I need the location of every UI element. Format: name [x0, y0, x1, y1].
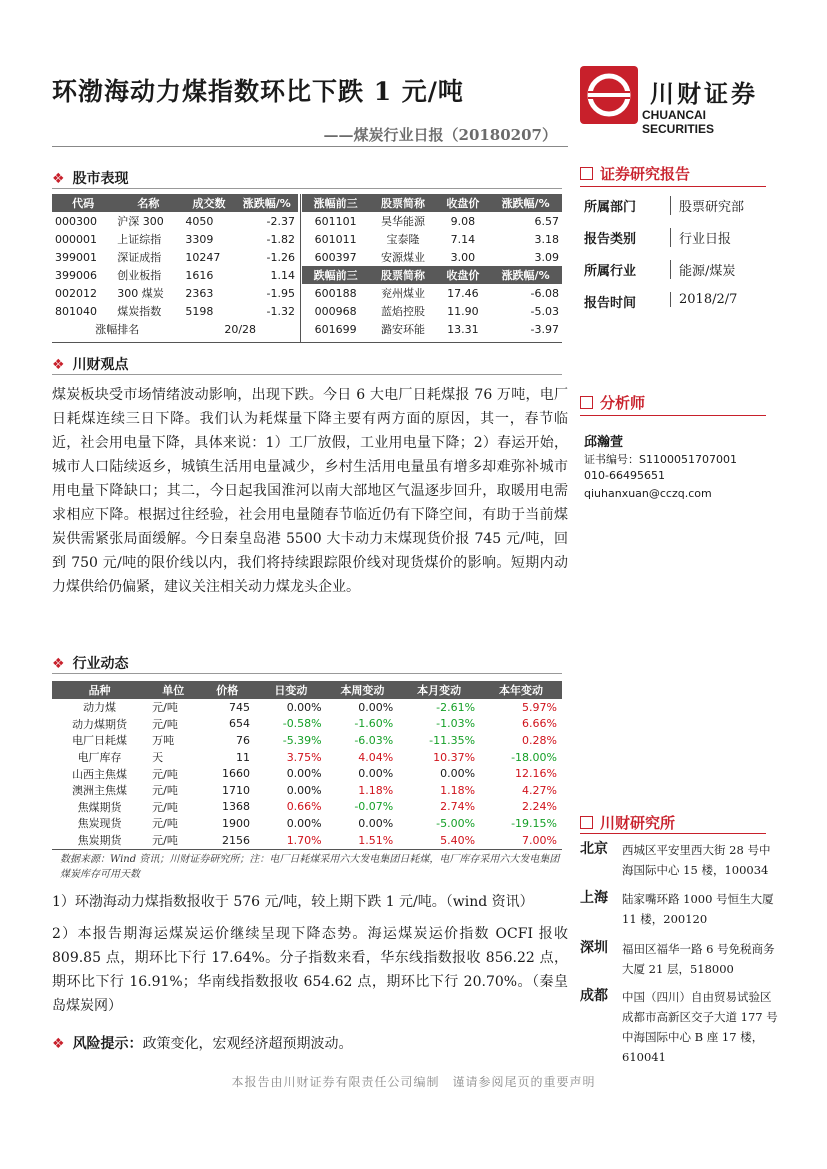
table-cell: 1900 — [222, 816, 251, 830]
analyst-email: qiuhanxuan@cczq.com — [584, 487, 712, 500]
table-cell: 0.00% — [358, 700, 394, 714]
table-row — [52, 782, 562, 799]
analyst-heading: 分析师 — [580, 392, 645, 413]
table-cell: -0.58% — [282, 717, 322, 731]
table-cell: -1.03% — [436, 717, 476, 731]
office-city: 成都 — [580, 988, 608, 1004]
diamond-bullet-icon: ❖ — [52, 1036, 65, 1052]
table-cell: 3.18 — [534, 232, 559, 246]
column-header: 本月变动 — [398, 681, 480, 699]
analyst-name: 邱瀚萱 — [584, 435, 624, 450]
market-heading: ❖ 股市表现 — [52, 171, 129, 187]
analyst-cert: 证书编号：S1100051707001 — [584, 453, 737, 466]
table-cell: 1.18% — [440, 783, 476, 797]
table-cell: 1710 — [222, 783, 251, 797]
table-cell: 0.28% — [522, 733, 557, 747]
table-row — [52, 716, 562, 733]
table-cell: 300 煤炭 — [117, 287, 164, 300]
page-footer: 本报告由川财证券有限责任公司编制 谨请参阅尾页的重要声明 — [231, 1075, 596, 1089]
table-cell: 元/吨 — [152, 800, 178, 814]
company-logo — [580, 66, 780, 136]
column-header: 本周变动 — [327, 681, 399, 699]
table-cell: 17.46 — [447, 286, 479, 300]
info-value: 能源/煤炭 — [670, 260, 735, 279]
table-cell: 0.00% — [286, 700, 322, 714]
table-cell: -18.00% — [511, 750, 557, 764]
report-type-heading: 证券研究报告 — [580, 163, 690, 184]
office-address: 陆家嘴环路 1000 号恒生大厦 11 楼，200120 — [622, 892, 774, 926]
column-header: 涨跌幅/% — [489, 266, 562, 284]
table-cell: 3309 — [185, 232, 214, 246]
table-cell: 0.00% — [440, 767, 476, 781]
column-header: 股票简称 — [369, 266, 436, 284]
diamond-bullet-icon: ❖ — [52, 656, 65, 672]
table-cell: 元/吨 — [152, 767, 178, 781]
column-header: 涨跌幅/% — [236, 194, 298, 212]
column-header: 涨跌幅/% — [489, 194, 562, 212]
office-city: 北京 — [580, 841, 608, 857]
index-performance-table — [52, 194, 298, 338]
table-cell: 7.00% — [522, 833, 557, 847]
table-cell: 2.24% — [522, 800, 557, 814]
table-row — [52, 765, 562, 782]
table-cell: -0.07% — [354, 800, 394, 814]
table-cell: 10247 — [185, 250, 221, 264]
sidebar-divider — [580, 833, 766, 834]
table-cell: 601101 — [314, 214, 357, 228]
table-row — [52, 815, 562, 832]
table-row — [52, 248, 298, 266]
table-cell: 0.66% — [286, 800, 322, 814]
table-cell: 600397 — [314, 250, 357, 264]
square-bullet-icon — [580, 167, 593, 180]
table-cell: 宝泰隆 — [386, 233, 420, 246]
table-cell: 801040 — [55, 304, 97, 318]
table-cell: 电厂日耗煤 — [72, 734, 128, 748]
column-header: 收盘价 — [437, 194, 490, 212]
table-cell: 1.18% — [358, 783, 394, 797]
table-cell: 399001 — [55, 250, 97, 264]
table-cell: 蓝焰控股 — [380, 305, 425, 318]
table-cell: -11.35% — [429, 733, 476, 747]
view-heading: ❖ 川财观点 — [52, 357, 129, 373]
table-cell: 0.00% — [286, 783, 322, 797]
table-cell: 600188 — [314, 286, 357, 300]
column-header: 涨幅前三 — [302, 194, 369, 212]
table-cell: 9.08 — [450, 214, 476, 228]
table-cell: 6.57 — [534, 214, 559, 228]
industry-point-1: 1）环渤海动力煤指数报收于 576 元/吨，较上期下跌 1 元/吨。（wind 资讯） — [52, 894, 534, 910]
office-address: 福田区福华一路 6 号免税商务大厦 21 层，518000 — [622, 942, 775, 976]
table-cell: 2156 — [222, 833, 251, 847]
table-cell: 焦炭期货 — [77, 834, 122, 848]
column-header: 品种 — [52, 681, 147, 699]
industry-point-2: 2）本报告期海运煤炭运价继续呈现下降态势。海运煤炭运价指数 OCFI 报收 809.85 点，期环比下行 17.64%。分子指数来看，华东线指数报收 856.22 点，期环比下行 16.91%；华南线指数报收 654.62 点，期环比下行 20.70%。（秦皇岛煤炭网） — [52, 926, 568, 1014]
table-cell: 1.51% — [358, 833, 394, 847]
table-cell: 7.14 — [450, 232, 476, 246]
info-value: 股票研究部 — [670, 196, 744, 215]
logo-english-name: CHUANCAI SECURITIES — [642, 108, 715, 136]
table-cell: -1.32 — [266, 304, 295, 318]
table-cell: 动力煤 — [83, 701, 117, 715]
rank-label: 涨幅排名 — [95, 323, 140, 336]
industry-divider — [52, 673, 562, 674]
table-cell: 创业板指 — [117, 269, 162, 282]
table-cell: -5.39% — [282, 733, 322, 747]
table-cell: 10.37% — [433, 750, 476, 764]
table-separator — [300, 194, 301, 342]
table-cell: 5.97% — [522, 700, 557, 714]
institute-heading: 川财研究所 — [580, 812, 675, 833]
logo-chinese-name: 川财证券 — [650, 80, 758, 108]
table-cell: 4.27% — [522, 783, 557, 797]
table-row — [52, 230, 298, 248]
table-cell: 4050 — [185, 214, 214, 228]
table-cell: -5.00% — [436, 816, 476, 830]
table-cell: 山西主焦煤 — [72, 767, 128, 781]
table-cell: 12.16% — [515, 767, 557, 781]
info-label: 报告类别 — [584, 232, 637, 247]
info-label: 所属部门 — [584, 200, 637, 215]
table-cell: 654 — [229, 717, 251, 731]
table-cell: 天 — [152, 751, 164, 765]
column-header: 名称 — [114, 194, 182, 212]
diamond-bullet-icon: ❖ — [52, 357, 65, 373]
table-cell: 2.74% — [440, 800, 476, 814]
diamond-bullet-icon: ❖ — [52, 171, 65, 187]
column-header: 价格 — [199, 681, 255, 699]
risk-warning: ❖ 风险提示：政策变化，宏观经济超预期波动。 — [52, 1036, 353, 1052]
title-divider — [52, 146, 568, 147]
data-source-note: 数据来源：Wind 资讯；川财证券研究所；注：电厂日耗煤采用六大发电集团日耗煤，电厂库存采用六大发电集团煤炭库存可用天数 — [60, 854, 560, 880]
table-cell: 13.31 — [447, 322, 479, 336]
table-cell: 昊华能源 — [380, 215, 425, 228]
table-row — [302, 284, 562, 302]
table-cell: 3.09 — [534, 250, 559, 264]
office-city: 上海 — [580, 890, 608, 906]
sidebar-divider — [580, 415, 766, 416]
industry-price-table — [52, 681, 562, 848]
table-cell: 11.90 — [447, 304, 479, 318]
column-header: 收盘价 — [437, 266, 490, 284]
table-cell: 5198 — [185, 304, 214, 318]
table-cell: -1.95 — [266, 286, 295, 300]
table-cell: -6.08 — [530, 286, 559, 300]
table-row — [52, 799, 562, 816]
table-cell: 002012 — [55, 286, 97, 300]
table-cell: 1616 — [185, 268, 214, 282]
office-address: 西城区平安里西大街 28 号中海国际中心 15 楼，100034 — [622, 843, 771, 877]
table-cell: 601699 — [314, 322, 357, 336]
table-cell: -5.03 — [530, 304, 559, 318]
column-header: 单位 — [147, 681, 199, 699]
table-row — [52, 212, 298, 230]
table-cell: 焦炭现货 — [77, 817, 122, 831]
table-cell: 电厂库存 — [77, 751, 122, 765]
table-cell: 深证成指 — [117, 251, 162, 264]
table-cell: 1368 — [222, 800, 251, 814]
table-cell: 沪深 300 — [117, 215, 164, 228]
table-cell: -6.03% — [354, 733, 394, 747]
view-divider — [52, 374, 562, 375]
square-bullet-icon — [580, 396, 593, 409]
table-cell: -1.82 — [266, 232, 295, 246]
table-cell: 76 — [236, 733, 251, 747]
column-header: 跌幅前三 — [302, 266, 369, 284]
rank-value: 20/28 — [224, 322, 257, 336]
table-bottom-rule — [52, 342, 562, 343]
table-cell: 元/吨 — [152, 834, 178, 848]
info-label: 报告时间 — [584, 296, 637, 311]
table-row — [302, 248, 562, 266]
table-cell: 4.04% — [358, 750, 394, 764]
industry-table-bottom-rule — [52, 849, 562, 850]
table-row — [52, 302, 298, 320]
table-cell: 2363 — [185, 286, 214, 300]
table-cell: -2.37 — [266, 214, 295, 228]
table-cell: 万吨 — [152, 734, 175, 748]
table-cell: 焦煤期货 — [77, 800, 122, 814]
table-row — [52, 749, 562, 766]
info-value: 2018/2/7 — [670, 292, 737, 307]
top-movers-table — [302, 194, 562, 338]
market-divider — [52, 188, 562, 189]
table-cell: 0.00% — [358, 767, 394, 781]
table-cell: 745 — [229, 700, 251, 714]
table-cell: 0.00% — [286, 816, 322, 830]
table-cell: 399006 — [55, 268, 97, 282]
table-cell: 1.70% — [286, 833, 322, 847]
table-cell: 1660 — [222, 767, 251, 781]
table-cell: 3.00 — [450, 250, 476, 264]
report-subtitle: ——煤炭行业日报（20180207） — [323, 126, 557, 144]
table-row — [302, 320, 562, 338]
table-row — [52, 266, 298, 284]
logo-mark-icon — [580, 66, 638, 124]
table-row — [302, 212, 562, 230]
table-cell: 安源煤业 — [380, 251, 425, 264]
analyst-phone: 010-66495651 — [584, 469, 665, 482]
table-cell: 1.14 — [270, 268, 295, 282]
table-cell: 潞安环能 — [380, 323, 425, 336]
table-cell: -19.15% — [511, 816, 557, 830]
table-cell: 动力煤期货 — [72, 717, 128, 731]
table-cell: 0.00% — [286, 767, 322, 781]
table-cell: 元/吨 — [152, 817, 178, 831]
square-bullet-icon — [580, 816, 593, 829]
table-cell: 601011 — [314, 232, 357, 246]
column-header: 代码 — [52, 194, 114, 212]
table-row — [52, 284, 298, 302]
table-cell: 元/吨 — [152, 701, 178, 715]
table-cell: -1.60% — [354, 717, 394, 731]
table-cell: -1.26 — [266, 250, 295, 264]
office-address: 中国（四川）自由贸易试验区成都市高新区交子大道 177 号中海国际中心 B 座 17 楼，610041 — [622, 990, 778, 1064]
table-row — [52, 699, 562, 716]
table-cell: 兖州煤业 — [380, 287, 425, 300]
table-cell: 5.40% — [440, 833, 476, 847]
office-city: 深圳 — [580, 940, 608, 956]
table-row — [302, 230, 562, 248]
info-label: 所属行业 — [584, 264, 637, 279]
report-title: 环渤海动力煤指数环比下跌 1 元/吨 — [52, 77, 464, 106]
loss-header-row — [302, 266, 562, 284]
column-header: 日变动 — [255, 681, 327, 699]
table-cell: 3.75% — [286, 750, 322, 764]
table-cell: 澳洲主焦煤 — [72, 784, 128, 798]
table-cell: -2.61% — [436, 700, 476, 714]
table-cell: 煤炭指数 — [117, 305, 162, 318]
table-cell: 6.66% — [522, 717, 557, 731]
table-row — [52, 832, 562, 849]
view-paragraph: 煤炭板块受市场情绪波动影响，出现下跌。今日 6 大电厂日耗煤报 76 万吨，电厂日耗煤连续三日下降。我们认为耗煤量下降主要有两方面的原因，其一，春节临近，社会用电量下降，具体来说：1）工厂放假，工业用电量下降；2）春运开始，城市人口陆续返乡，城镇生活用电量减少，乡村生活用电量虽有增多却难弥补城市用电量下降缺口；其二，今日起我国淮河以南大部地区气温逐步回升，取暖用电需求相应下降。根据过往经验，社会用电量随春节临近仍有下降空间，有助于当前煤炭供需紧张局面缓解。今日秦皇岛港 5500 大卡动力末煤现货价报 745 元/吨，回到 750 元/吨的限价线以内，我们将持续跟踪限价线对现货煤价的影响。短期内动力煤供给仍偏紧，建议关注相关动力煤龙头企业。 — [52, 387, 568, 595]
table-cell: 000300 — [55, 214, 97, 228]
column-header: 成交数 — [182, 194, 235, 212]
column-header: 股票简称 — [369, 194, 436, 212]
column-header: 本年变动 — [480, 681, 562, 699]
table-cell: 上证综指 — [117, 233, 162, 246]
table-cell: -3.97 — [530, 322, 559, 336]
table-cell: 000001 — [55, 232, 97, 246]
table-cell: 元/吨 — [152, 717, 178, 731]
rank-row — [52, 320, 298, 338]
info-value: 行业日报 — [670, 228, 731, 247]
table-cell: 000968 — [314, 304, 357, 318]
table-cell: 0.00% — [358, 816, 394, 830]
table-row — [302, 302, 562, 320]
table-cell: 11 — [236, 750, 251, 764]
table-row — [52, 732, 562, 749]
industry-heading: ❖ 行业动态 — [52, 656, 129, 672]
sidebar-divider — [580, 186, 766, 187]
table-cell: 元/吨 — [152, 784, 178, 798]
